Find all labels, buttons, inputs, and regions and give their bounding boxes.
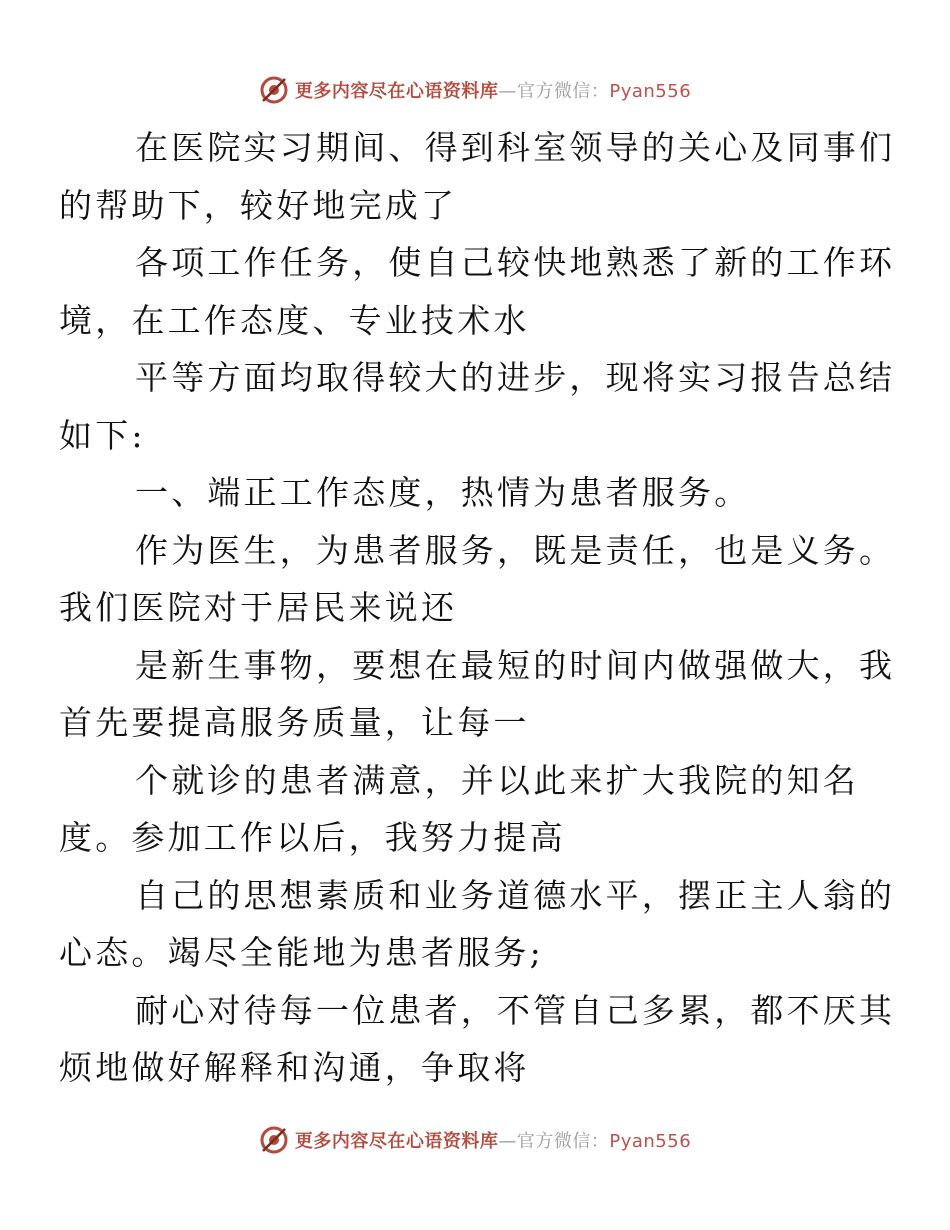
watermark-logo-icon — [259, 1125, 289, 1155]
document-body — [59, 119, 896, 1097]
paragraph-line: 心态。竭尽全能地为患者服务; — [59, 933, 544, 972]
paragraph — [59, 349, 896, 464]
paragraph-line: 耐心对待每一位患者，不管自己多累，都不厌其 — [135, 990, 896, 1030]
watermark-wechat-id: Pyan556 — [609, 1131, 692, 1152]
paragraph — [59, 982, 896, 1097]
paragraph-line: 平等方面均取得较大的进步，现将实习报告总结 — [135, 358, 896, 397]
paragraph — [59, 119, 896, 234]
section-heading — [97, 464, 857, 522]
paragraph-line: 一、端正工作态度，热情为患者服务。 — [135, 473, 751, 512]
paragraph-line: 的帮助下，较好地完成了 — [59, 185, 458, 225]
header-watermark — [0, 70, 950, 110]
paragraph-line: 如下: — [59, 415, 146, 455]
paragraph-line: 首先要提高服务质量，让每一 — [59, 703, 530, 742]
paragraph — [59, 234, 896, 349]
paragraph-line: 个就诊的患者满意，并以此来扩大我院的知名 — [135, 760, 859, 800]
watermark-text — [295, 77, 691, 103]
paragraph-line: 在医院实习期间、得到科室领导的关心及同事们 — [135, 128, 896, 167]
paragraph-line: 作为医生，为患者服务，既是责任，也是义务。 — [135, 530, 896, 570]
watermark-suffix: 官方微信： — [516, 1131, 610, 1152]
paragraph — [59, 752, 859, 867]
watermark-dash: — — [498, 1131, 517, 1152]
watermark-prefix: 更多内容尽在心语资料库 — [294, 1131, 499, 1152]
paragraph-line: 我们医院对于居民来说还 — [59, 588, 458, 627]
watermark-suffix: 官方微信： — [516, 81, 610, 102]
paragraph-line: 是新生事物，要想在最短的时间内做强做大，我 — [135, 645, 896, 685]
paragraph-line: 度。参加工作以后，我努力提高 — [59, 818, 566, 857]
footer-watermark — [0, 1120, 950, 1160]
paragraph-line: 境，在工作态度、专业技术水 — [59, 300, 530, 340]
watermark-prefix: 更多内容尽在心语资料库 — [294, 81, 499, 102]
watermark-text — [295, 1127, 691, 1153]
paragraph — [59, 637, 896, 752]
paragraph-line: 各项工作任务，使自己较快地熟悉了新的工作环 — [135, 243, 896, 282]
watermark-wechat-id: Pyan556 — [609, 81, 692, 102]
watermark-dash: — — [498, 81, 517, 102]
paragraph-line: 自己的思想素质和业务道德水平，摆正主人翁的 — [135, 875, 896, 915]
paragraph — [59, 867, 896, 982]
paragraph-line: 烦地做好解释和沟通，争取将 — [59, 1048, 530, 1087]
watermark-logo-icon — [259, 75, 289, 105]
paragraph — [59, 522, 896, 637]
